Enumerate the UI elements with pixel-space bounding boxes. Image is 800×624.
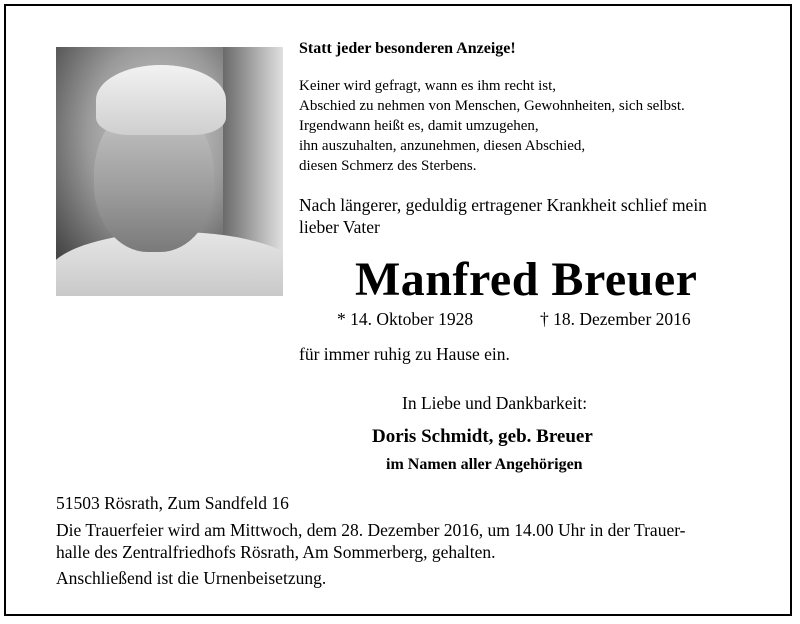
signer-name: Doris Schmidt, geb. Breuer xyxy=(372,426,593,447)
signer-note: im Namen aller Angehörigen xyxy=(386,456,583,473)
birth-date: * 14. Oktober 1928 xyxy=(337,309,474,329)
poem-line: ihn auszuhalten, anzunehmen, diesen Abschied, xyxy=(299,138,586,154)
funeral-line: Die Trauerfeier wird am Mittwoch, dem 28. Dezember 2016, um 14.00 Uhr in der Trauer- xyxy=(56,520,686,540)
death-date: † 18. Dezember 2016 xyxy=(540,309,691,329)
funeral-line: halle des Zentralfriedhofs Rösrath, Am Sommerberg, gehalten. xyxy=(56,542,496,562)
poem-line: diesen Schmerz des Sterbens. xyxy=(299,158,477,174)
intro-line: Nach längerer, geduldig ertragener Krankheit schlief mein xyxy=(299,195,707,215)
burial-note: Anschließend ist die Urnenbeisetzung. xyxy=(56,568,327,588)
poem-line: Irgendwann heißt es, damit umzugehen, xyxy=(299,118,539,134)
heading: Statt jeder besonderen Anzeige! xyxy=(299,40,516,57)
intro-line: lieber Vater xyxy=(299,217,380,237)
poem-line: Keiner wird gefragt, wann es ihm recht ist, xyxy=(299,78,556,94)
address: 51503 Rösrath, Zum Sandfeld 16 xyxy=(56,493,289,513)
portrait-photo xyxy=(56,47,283,296)
after-text: für immer ruhig zu Hause ein. xyxy=(299,344,510,364)
deceased-name: Manfred Breuer xyxy=(355,253,698,306)
closing-text: In Liebe und Dankbarkeit: xyxy=(402,393,588,413)
poem-line: Abschied zu nehmen von Menschen, Gewohnheiten, sich selbst. xyxy=(299,98,685,114)
